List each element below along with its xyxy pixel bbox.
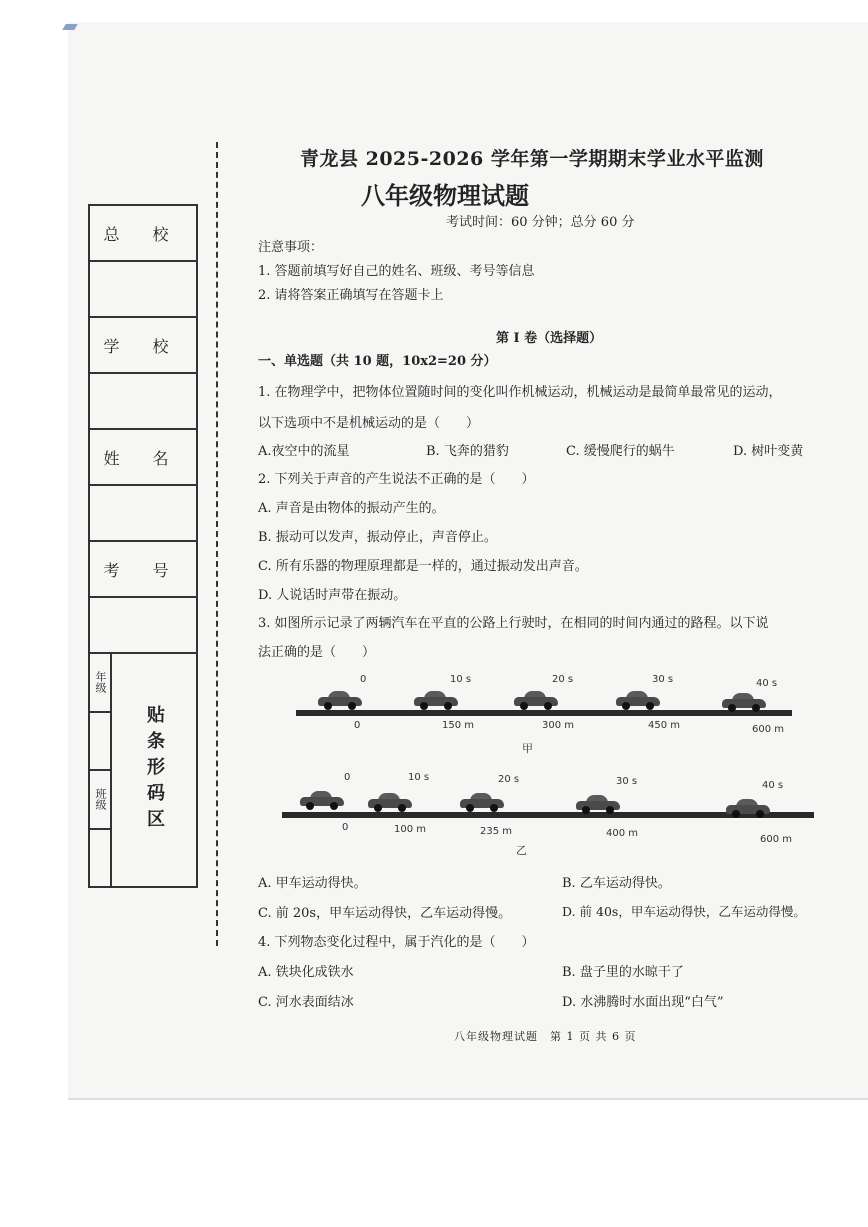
seal-line — [216, 142, 218, 946]
bind-side-blank — [90, 713, 110, 772]
car-yi-40s — [726, 802, 770, 818]
car-motion-figure — [276, 664, 824, 860]
jia-distance-label: 150 m — [442, 720, 475, 731]
yi-time-label: 20 s — [498, 774, 520, 785]
car-yi-10s — [368, 796, 412, 812]
car-yi-20s — [460, 796, 504, 812]
bind-cell-school: 学 校 — [90, 318, 196, 374]
q3-option-b: B. 乙车运动得快。 — [562, 876, 671, 891]
exam-title: 青龙县 2025-2026 学年第一学期期末学业水平监测 — [300, 148, 764, 170]
jia-time-label: 20 s — [552, 674, 574, 685]
q3-option-a: A. 甲车运动得快。 — [258, 876, 367, 891]
q1-option-b: B. 飞奔的猎豹 — [426, 444, 509, 459]
road-jia — [296, 710, 792, 716]
q3-option-d: D. 前 40s，甲车运动得快，乙车运动得慢。 — [562, 904, 806, 919]
yi-time-label: 30 s — [616, 776, 638, 787]
jia-distance-label: 600 m — [752, 724, 785, 735]
q2-stem-line: 2. 下列关于声音的产生说法不正确的是（ ） — [258, 472, 535, 487]
q4-option-b: B. 盘子里的水晾干了 — [562, 965, 684, 980]
bind-side-class: 班级 — [90, 771, 110, 830]
exam-subtitle-text: 八年级物理试题 — [361, 181, 529, 210]
q1-option-a: A.夜空中的流星 — [258, 444, 350, 459]
jia-time-label: 40 s — [756, 678, 778, 689]
bind-cell-school-district: 总 校 — [90, 206, 196, 262]
car-jia-30s — [616, 694, 660, 710]
yi-distance-label: 400 m — [606, 828, 639, 839]
yi-time-label: 10 s — [408, 772, 430, 783]
bind-cell-exam-number: 考 号 — [90, 542, 196, 598]
q1-stem-line: 1. 在物理学中，把物体位置随时间的变化叫作机械运动，机械运动是最简单最常见的运动， — [258, 385, 782, 400]
car-yi-0s — [300, 794, 344, 810]
q4-option-d: D. 水沸腾时水面出现“白气” — [562, 995, 724, 1010]
bind-cell-blank — [90, 262, 196, 318]
car-jia-10s — [414, 694, 458, 710]
q3-stem-line: 法正确的是（ ） — [258, 645, 376, 660]
q1-option-c: C. 缓慢爬行的蜗牛 — [566, 444, 675, 459]
notes — [258, 236, 535, 308]
jia-distance-label: 300 m — [542, 720, 575, 731]
bind-side-blank — [90, 830, 110, 887]
jia-time-label: 10 s — [450, 674, 472, 685]
notes-item: 2. 请将答案正确填写在答题卡上 — [258, 288, 444, 303]
q2-option-d: D. 人说话时声带在振动。 — [258, 588, 407, 603]
yi-distance-label: 0 — [342, 822, 349, 833]
jia-time-label: 30 s — [652, 674, 674, 685]
yi-distance-label: 100 m — [394, 824, 427, 835]
q1-option-d: D. 树叶变黄 — [733, 444, 804, 459]
bind-cell-name: 姓 名 — [90, 430, 196, 486]
notes-item: 1. 答题前填写好自己的姓名、班级、考号等信息 — [258, 264, 535, 279]
bind-bottom-area — [90, 654, 196, 886]
bind-cell-blank — [90, 374, 196, 430]
q2-option-b: B. 振动可以发声，振动停止，声音停止。 — [258, 530, 497, 545]
bind-cell-blank — [90, 486, 196, 542]
car-jia-20s — [514, 694, 558, 710]
q1-stem-line: 以下选项中不是机械运动的是（ ） — [258, 416, 480, 431]
page-edge — [68, 1098, 868, 1100]
q4-stem-line: 4. 下列物态变化过程中，属于汽化的是（ ） — [258, 935, 535, 950]
barcode-area — [112, 654, 196, 886]
yi-time-label: 40 s — [762, 780, 784, 791]
car-yi-30s — [576, 798, 620, 814]
bind-cell-blank — [90, 598, 196, 654]
jia-time-label: 0 — [360, 674, 367, 685]
notes-heading: 注意事项： — [258, 240, 324, 255]
yi-time-label: 0 — [344, 772, 351, 783]
jia-distance-label: 0 — [354, 720, 361, 731]
yi-distance-label: 235 m — [480, 826, 513, 837]
bind-side-column — [90, 654, 112, 886]
exam-subtitle — [0, 176, 868, 211]
binding-info-table — [88, 204, 198, 888]
part-title: 一、单选题（共 10 题，10x2=20 分） — [258, 354, 497, 369]
barcode-label: 贴条形码区 — [144, 705, 165, 835]
q2-option-a: A. 声音是由物体的振动产生的。 — [258, 501, 445, 516]
q3-stem-line: 3. 如图所示记录了两辆汽车在平直的公路上行驶时，在相同的时间内通过的路程。以下说 — [258, 616, 769, 631]
bind-side-grade: 年级 — [90, 654, 110, 713]
car-jia-0s — [318, 694, 362, 710]
page-footer: 八年级物理试题 第 1 页 共 6 页 — [454, 1030, 637, 1043]
q2-option-c: C. 所有乐器的物理原理都是一样的，通过振动发出声音。 — [258, 559, 588, 574]
section-title: 第 I 卷（选择题） — [496, 331, 603, 346]
jia-distance-label: 450 m — [648, 720, 681, 731]
yi-distance-label: 600 m — [760, 834, 793, 845]
yi-label: 乙 — [516, 844, 527, 857]
q4-option-a: A. 铁块化成铁水 — [258, 965, 354, 980]
car-jia-40s — [722, 696, 766, 712]
q3-option-c: C. 前 20s，甲车运动得快，乙车运动得慢。 — [258, 906, 512, 921]
jia-label: 甲 — [522, 742, 533, 755]
exam-info: 考试时间：60 分钟；总分 60 分 — [446, 215, 635, 230]
q4-option-c: C. 河水表面结冰 — [258, 995, 354, 1010]
